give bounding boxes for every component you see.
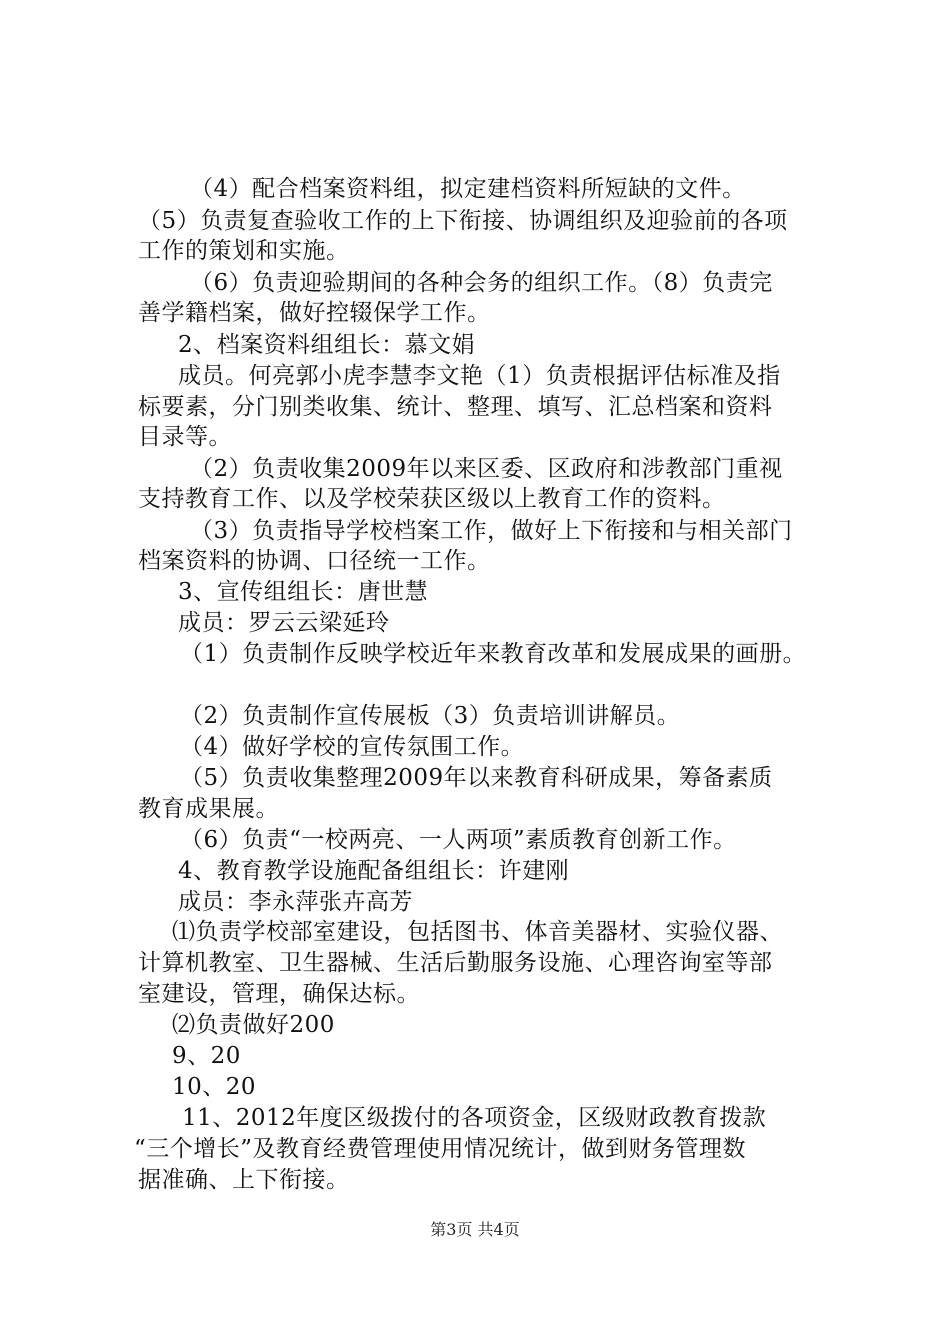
page-footer: 第3页 共4页 [430, 1220, 520, 1239]
text-line: （3）负责指导学校档案工作，做好上下衔接和与相关部门 [190, 518, 793, 544]
text-line: （4）配合档案资料组，拟定建档资料所短缺的文件。 [190, 176, 746, 202]
text-line: 室建设，管理，确保达标。 [138, 981, 420, 1007]
text-line: 目录等。 [138, 424, 232, 450]
text-line: 11、2012年度区级拨付的各项资金，区级财政教育拨款 [182, 1105, 767, 1131]
text-line: （2）负责制作宣传展板（3）负责培训讲解员。 [180, 703, 681, 729]
text-line: 9、20 [172, 1043, 241, 1069]
text-line: （4）做好学校的宣传氛围工作。 [180, 734, 525, 760]
text-line: （6）负责“一校两亮、一人两项”素质教育创新工作。 [180, 827, 737, 853]
text-line: ⑴负责学校部室建设，包括图书、体音美器材、实验仪器、 [172, 919, 783, 945]
text-line: 10、20 [172, 1074, 257, 1100]
text-line: （1）负责制作反映学校近年来教育改革和发展成果的画册。 [180, 641, 807, 667]
text-line: 档案资料的协调、口径统一工作。 [138, 548, 491, 574]
text-line: 善学籍档案，做好控辍保学工作。 [138, 300, 491, 326]
text-line: ⑵负责做好200 [172, 1012, 335, 1038]
text-line: 支持教育工作、以及学校荣获区级以上教育工作的资料。 [138, 486, 726, 512]
text-line: 教育成果展。 [138, 796, 279, 822]
text-line: （5）负责收集整理2009年以来教育科研成果，筹备素质 [180, 765, 773, 791]
text-line: （2）负责收集2009年以来区委、区政府和涉教部门重视 [190, 456, 783, 482]
text-line: 成员：罗云云梁延玲 [178, 610, 390, 636]
text-line: 计算机教室、卫生器械、生活后勤服务设施、心理咨询室等部 [138, 950, 773, 976]
section-heading: 2、档案资料组组长：慕文娟 [178, 332, 476, 358]
text-line: （5）负责复查验收工作的上下衔接、协调组织及迎验前的各项 [138, 208, 788, 234]
text-line: 成员。何亮郭小虎李慧李文艳（1）负责根据评估标准及指 [178, 363, 781, 389]
text-line: 工作的策划和实施。 [138, 238, 350, 264]
section-heading: 4、教育教学设施配备组组长：许建刚 [178, 858, 570, 884]
section-heading: 3、宣传组组长：唐世慧 [178, 579, 429, 605]
text-line: “三个增长”及教育经费管理使用情况统计，做到财务管理数 [134, 1136, 747, 1162]
text-line: 标要素，分门别类收集、统计、整理、填写、汇总档案和资料 [138, 394, 773, 420]
text-line: 成员：李永萍张卉高芳 [178, 889, 413, 915]
text-line: （6）负责迎验期间的各种会务的组织工作。（8）负责完 [190, 270, 773, 296]
text-line: 据准确、上下衔接。 [138, 1167, 350, 1193]
